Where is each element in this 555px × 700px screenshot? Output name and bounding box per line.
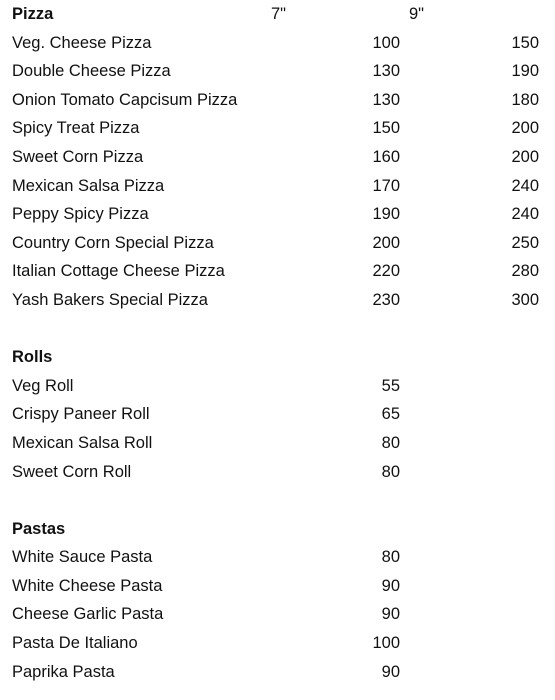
section-title: Pizza: [12, 5, 54, 23]
item-price: 80: [381, 433, 400, 452]
item-name: Onion Tomato Capcisum Pizza: [12, 90, 238, 109]
price-7-inch: 100: [372, 33, 400, 52]
price-9-inch: 200: [511, 119, 539, 138]
price-7-inch: 170: [372, 176, 400, 195]
price-7-inch: 220: [372, 262, 400, 281]
item-name: White Sauce Pasta: [12, 548, 153, 567]
price-9-inch: 150: [511, 33, 539, 52]
item-price: 90: [381, 576, 400, 595]
price-7-inch: 230: [372, 290, 400, 309]
item-name: Sweet Corn Roll: [12, 462, 132, 481]
section-spacer: [0, 315, 555, 344]
item-price: 65: [381, 405, 400, 424]
item-name: Veg. Cheese Pizza: [12, 33, 152, 52]
price-9-inch: 300: [511, 290, 539, 309]
price-7-inch: 150: [372, 119, 400, 138]
price-7-inch: 190: [372, 205, 400, 224]
price-9-inch: 180: [511, 90, 539, 109]
section-title: Pastas: [12, 519, 66, 538]
item-name: Cheese Garlic Pasta: [12, 605, 164, 624]
price-9-inch: 190: [511, 62, 539, 81]
price-9-inch: 200: [511, 147, 539, 166]
price-9-inch: 240: [511, 205, 539, 224]
menu-item: [0, 229, 555, 258]
menu-item: [0, 543, 555, 572]
section-title: Rolls: [12, 348, 53, 367]
price-9-inch: 250: [511, 233, 539, 252]
section-spacer: [0, 486, 555, 515]
item-name: Crispy Paneer Roll: [12, 405, 150, 424]
menu-item: [0, 458, 555, 487]
section-header-rolls: [0, 343, 555, 372]
item-price: 80: [381, 462, 400, 481]
menu-item: [0, 600, 555, 629]
menu-item: [0, 57, 555, 86]
price-7-inch: 130: [372, 90, 400, 109]
menu-item: [0, 143, 555, 172]
item-name: White Cheese Pasta: [12, 576, 163, 595]
size-header-7-inch: 7": [271, 5, 287, 23]
menu-item: [0, 572, 555, 601]
price-9-inch: 280: [511, 262, 539, 281]
price-7-inch: 160: [372, 147, 400, 166]
menu-item: [0, 629, 555, 658]
item-name: Peppy Spicy Pizza: [12, 205, 149, 224]
item-name: Paprika Pasta: [12, 662, 115, 681]
item-name: Double Cheese Pizza: [12, 62, 171, 81]
menu-item: [0, 400, 555, 429]
section-header-pizza: [0, 0, 555, 29]
item-price: 80: [381, 548, 400, 567]
item-price: 90: [381, 662, 400, 681]
item-price: 55: [381, 376, 400, 395]
item-name: Italian Cottage Cheese Pizza: [12, 262, 225, 281]
price-7-inch: 200: [372, 233, 400, 252]
menu-item: [0, 658, 555, 687]
item-name: Veg Roll: [12, 376, 74, 395]
item-name: Mexican Salsa Roll: [12, 433, 153, 452]
price-7-inch: 130: [372, 62, 400, 81]
menu-item: [0, 29, 555, 58]
menu-item: [0, 286, 555, 315]
menu-item: [0, 257, 555, 286]
menu-item: [0, 86, 555, 115]
menu-item: [0, 372, 555, 401]
item-name: Sweet Corn Pizza: [12, 147, 144, 166]
section-header-pastas: [0, 515, 555, 544]
item-name: Yash Bakers Special Pizza: [12, 290, 208, 309]
size-header-9-inch: 9": [409, 5, 425, 23]
menu-item: [0, 114, 555, 143]
item-name: Country Corn Special Pizza: [12, 233, 214, 252]
item-name: Mexican Salsa Pizza: [12, 176, 165, 195]
item-price: 100: [372, 634, 400, 653]
menu-item: [0, 429, 555, 458]
menu-item: [0, 200, 555, 229]
item-name: Pasta De Italiano: [12, 634, 138, 653]
item-price: 90: [381, 605, 400, 624]
item-name: Spicy Treat Pizza: [12, 119, 140, 138]
menu-item: [0, 172, 555, 201]
price-9-inch: 240: [511, 176, 539, 195]
